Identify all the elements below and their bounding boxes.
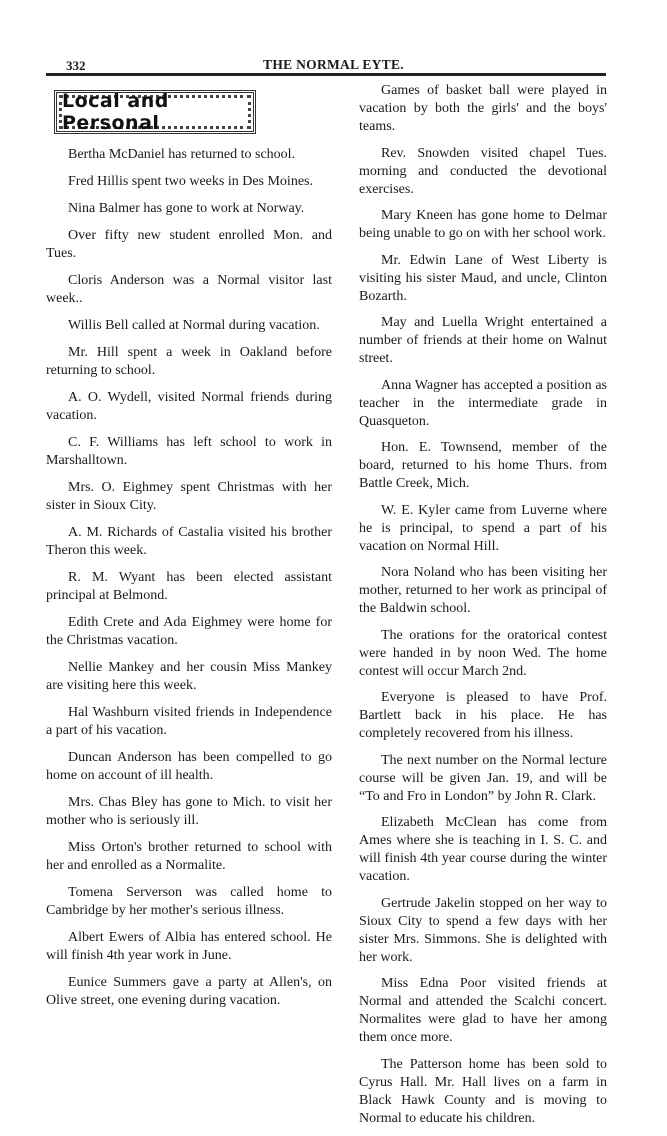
news-item: Eunice Summers gave a party at Allen's, on Olive street, one evening during vacation. bbox=[46, 975, 332, 1008]
left-column bbox=[46, 82, 332, 1019]
section-banner bbox=[54, 90, 256, 134]
right-column bbox=[359, 82, 607, 1136]
news-item: Hal Washburn visited friends in Independence a part of his vacation. bbox=[46, 705, 332, 738]
news-item: Over fifty new student enrolled Mon. and Tues. bbox=[46, 228, 332, 261]
news-item: Cloris Anderson was a Normal visitor last week.. bbox=[46, 273, 332, 306]
news-item: Mrs. Chas Bley has gone to Mich. to visit her mother who is seriously ill. bbox=[46, 795, 332, 828]
news-item: Tomena Serverson was called home to Cambridge by her mother's serious illness. bbox=[46, 885, 332, 918]
news-item: Mr. Edwin Lane of West Liberty is visiting his sister Maud, and uncle, Clinton Bozarth. bbox=[359, 252, 607, 304]
news-item: A. O. Wydell, visited Normal friends during vacation. bbox=[46, 390, 332, 423]
news-item: Nora Noland who has been visiting her mother, returned to her work as principal of the Baldwin school. bbox=[359, 565, 607, 616]
section-title: Local and Personal bbox=[62, 90, 169, 134]
news-item: Mrs. O. Eighmey spent Christmas with her sister in Sioux City. bbox=[46, 480, 332, 513]
news-item: Gertrude Jakelin stopped on her way to Sioux City to spend a few days with her sister Mrs. Simmons. She is delighted with her work. bbox=[359, 895, 607, 965]
news-item: The Patterson home has been sold to Cyrus Hall. Mr. Hall lives on a farm in Black Hawk County and is moving to Normal to educate his children. bbox=[359, 1056, 607, 1126]
news-item: C. F. Williams has left school to work in Marshalltown. bbox=[46, 435, 332, 468]
news-item: Miss Edna Poor visited friends at Normal and attended the Scalchi concert. Normalites were glad to have her among them once more. bbox=[359, 976, 607, 1045]
news-item: Mary Kneen has gone home to Delmar being unable to go on with her school work. bbox=[359, 208, 607, 241]
news-item: Willis Bell called at Normal during vacation. bbox=[68, 318, 320, 333]
news-item: Nina Balmer has gone to work at Norway. bbox=[68, 201, 305, 216]
news-item: Elizabeth McClean has come from Ames where she is teaching in I. S. C. and will finish 4th year course during the winter vacation. bbox=[359, 815, 607, 884]
news-item: R. M. Wyant has been elected assistant principal at Belmond. bbox=[46, 570, 332, 603]
news-item: The orations for the oratorical contest were handed in by noon Wed. The home contest will occur March 2nd. bbox=[359, 627, 607, 679]
page-number: 332 bbox=[66, 58, 86, 73]
running-title: THE NORMAL EYTE. bbox=[263, 57, 404, 72]
news-item: The next number on the Normal lecture course will be given Jan. 19, and will be “To and Fro in London” by John R. Clark. bbox=[359, 752, 607, 804]
header-rule bbox=[46, 73, 606, 76]
news-item: Games of basket ball were played in vacation by both the girls' and the boys' teams. bbox=[359, 83, 607, 134]
news-item: May and Luella Wright entertained a number of friends at their home on Walnut street. bbox=[359, 315, 607, 366]
news-item: Miss Orton's brother returned to school with her and enrolled as a Normalite. bbox=[46, 840, 332, 873]
news-item: Edith Crete and Ada Eighmey were home for the Christmas vacation. bbox=[46, 615, 332, 648]
news-item: Albert Ewers of Albia has entered school. He will finish 4th year work in June. bbox=[46, 930, 332, 963]
news-item: Anna Wagner has accepted a position as teacher in the intermediate grade in Quasqueton. bbox=[359, 377, 607, 429]
news-item: W. E. Kyler came from Luverne where he is principal, to spend a part of his vacation on Normal Hill. bbox=[359, 502, 607, 554]
news-item: Fred Hillis spent two weeks in Des Moines. bbox=[68, 174, 313, 189]
news-item: Hon. E. Townsend, member of the board, returned to his home Thurs. from Battle Creek, Mich. bbox=[359, 440, 607, 491]
news-item: Bertha McDaniel has returned to school. bbox=[68, 147, 296, 162]
news-item: A. M. Richards of Castalia visited his brother Theron this week. bbox=[46, 525, 332, 558]
news-item: Nellie Mankey and her cousin Miss Mankey are visiting here this week. bbox=[46, 660, 332, 693]
news-item: Everyone is pleased to have Prof. Bartlett back in his place. He has completely recovered from his illness. bbox=[359, 690, 607, 741]
news-item: Rev. Snowden visited chapel Tues. morning and conducted the devotional exercises. bbox=[359, 145, 607, 197]
news-item: Mr. Hill spent a week in Oakland before returning to school. bbox=[46, 345, 332, 378]
ornamental-border bbox=[59, 90, 251, 134]
news-item: Duncan Anderson has been compelled to go home on account of ill health. bbox=[46, 750, 332, 783]
